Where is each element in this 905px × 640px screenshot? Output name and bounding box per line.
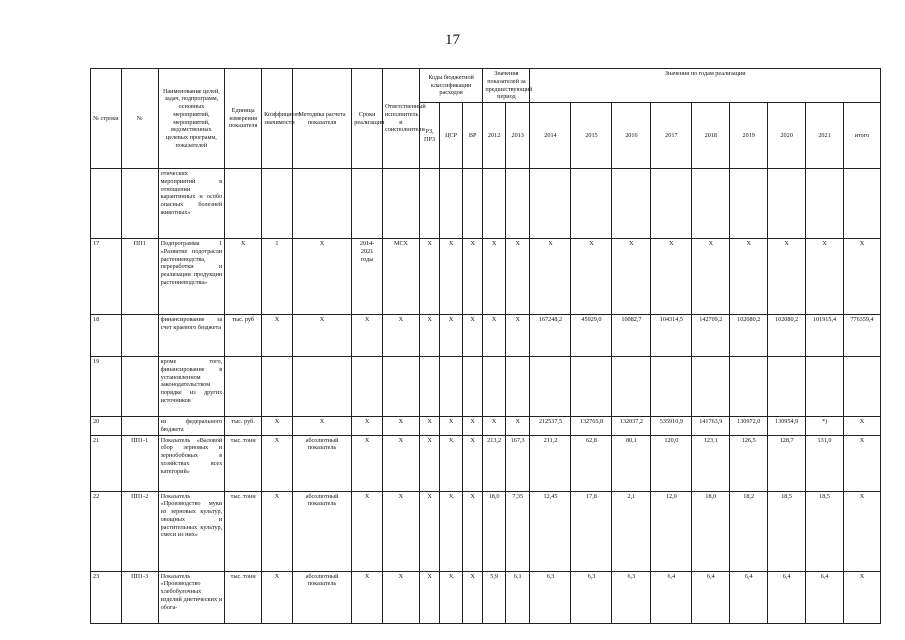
cell-method: X (292, 315, 351, 357)
cell-row: 21 (91, 435, 122, 491)
cell-year-value (768, 357, 806, 417)
cell-year-value: X (692, 239, 730, 315)
cell-year-value: 102080,2 (768, 315, 806, 357)
cell-year-value (651, 357, 692, 417)
cell-year-value (651, 169, 692, 239)
cell-resp: X (382, 315, 419, 357)
cell-vr: X (462, 435, 482, 491)
cell-method: X (292, 239, 351, 315)
cell-year-value: X (730, 239, 768, 315)
cell-csr: X (440, 571, 463, 623)
cell-resp: X (382, 435, 419, 491)
cell-year-value (571, 357, 612, 417)
header-method: Методика расчета показателя (292, 69, 351, 169)
cell-rz: X (419, 491, 439, 571)
cell-year-value: 12,45 (530, 491, 571, 571)
cell-coef (262, 357, 293, 417)
cell-year-value: 123,1 (692, 435, 730, 491)
table-row (91, 169, 881, 239)
header-year-2021: 2021 (806, 103, 844, 169)
cell-year-value (530, 357, 571, 417)
cell-year-value: 776359,4 (843, 315, 880, 357)
cell-year-value (692, 169, 730, 239)
header-total: итого (843, 103, 880, 169)
cell-p2013: X (505, 239, 530, 315)
cell-csr: X (440, 239, 463, 315)
cell-vr: X (462, 315, 482, 357)
cell-name: Показатель «Производство хлебобулочных изделий диетических и обога- (158, 571, 225, 623)
cell-resp: X (382, 491, 419, 571)
cell-year-value (530, 169, 571, 239)
cell-method: абсолютный показатель (292, 435, 351, 491)
cell-year-value: X (843, 239, 880, 315)
cell-year-value: X (530, 239, 571, 315)
cell-year-value (571, 169, 612, 239)
cell-year-value: X (651, 239, 692, 315)
cell-year-value: 104314,5 (651, 315, 692, 357)
table-row (91, 239, 881, 315)
cell-p2013: X (505, 417, 530, 436)
cell-year-value (843, 357, 880, 417)
cell-vr: X (462, 239, 482, 315)
cell-name: Показатель «Производство муки из зерновых культур, овощных и растительных культур, смеси из них» (158, 491, 225, 571)
cell-year-value: 130972,0 (730, 417, 768, 436)
header-years-title: Значения по годам реализации (530, 69, 881, 103)
cell-name: Показатель «Валовой сбор зерновых и зернобобовых в хозяйствах всех категорий» (158, 435, 225, 491)
cell-year-value: 2,1 (612, 491, 651, 571)
header-code-vr: ВР (462, 103, 482, 169)
cell-year-value: 141763,9 (692, 417, 730, 436)
cell-unit: тыс. тонн (225, 491, 262, 571)
cell-year-value: *) (806, 417, 844, 436)
cell-year-value: 45929,0 (571, 315, 612, 357)
cell-rz: X (419, 571, 439, 623)
cell-method: абсолютный показатель (292, 571, 351, 623)
header-unit: Единица измерения показателя (225, 69, 262, 169)
header-previous-period: Значения показателей за предшествующий период (483, 69, 530, 103)
cell-unit: тыс. руб. (225, 417, 262, 436)
cell-no: ПП1-2 (121, 491, 158, 571)
header-year-2020: 2020 (768, 103, 806, 169)
header-year-2019: 2019 (730, 103, 768, 169)
table-row (91, 435, 881, 491)
cell-name: отических мероприятий в отношении карантинных и особо опасных болезней животных» (158, 169, 225, 239)
cell-year-value: X (768, 239, 806, 315)
cell-method (292, 357, 351, 417)
cell-coef: 1 (262, 239, 293, 315)
cell-unit (225, 357, 262, 417)
cell-coef: X (262, 315, 293, 357)
cell-year-value: 6,4 (768, 571, 806, 623)
cell-year-value: X (843, 491, 880, 571)
cell-name: из федерального бюджета (158, 417, 225, 436)
cell-year-value: 18,2 (730, 491, 768, 571)
cell-year-value: X (843, 417, 880, 436)
cell-csr: X (440, 435, 463, 491)
cell-unit: тыс. тонн (225, 571, 262, 623)
cell-method: X (292, 417, 351, 436)
header-year-2016: 2016 (612, 103, 651, 169)
cell-period: X (352, 315, 383, 357)
header-responsible: Ответственный исполнитель и соисполнители (382, 69, 419, 169)
cell-period (352, 169, 383, 239)
cell-resp: X (382, 571, 419, 623)
cell-year-value: 142709,2 (692, 315, 730, 357)
cell-year-value: 6,4 (651, 571, 692, 623)
header-year-2014: 2014 (530, 103, 571, 169)
cell-no (121, 315, 158, 357)
cell-p2012: X (483, 239, 506, 315)
cell-p2013 (505, 357, 530, 417)
cell-p2013: 167,3 (505, 435, 530, 491)
header-year-2018: 2018 (692, 103, 730, 169)
cell-year-value: 102080,2 (730, 315, 768, 357)
cell-year-value: 130954,9 (768, 417, 806, 436)
cell-year-value: 120,0 (651, 435, 692, 491)
cell-period: X (352, 417, 383, 436)
cell-resp: X (382, 417, 419, 436)
cell-coef: X (262, 417, 293, 436)
cell-p2013 (505, 169, 530, 239)
cell-year-value: 17,8 (571, 491, 612, 571)
cell-year-value (730, 169, 768, 239)
cell-year-value: 126,5 (730, 435, 768, 491)
cell-coef: X (262, 571, 293, 623)
cell-year-value: 6,3 (571, 571, 612, 623)
cell-coef: X (262, 491, 293, 571)
table-row (91, 417, 881, 436)
cell-rz (419, 357, 439, 417)
cell-year-value (692, 357, 730, 417)
table-row (91, 315, 881, 357)
cell-year-value: 128,7 (768, 435, 806, 491)
header-budget-codes: Коды бюджетной классификации расходов (419, 69, 483, 103)
header-year-2017: 2017 (651, 103, 692, 169)
cell-year-value: 62,8 (571, 435, 612, 491)
cell-row: 19 (91, 357, 122, 417)
cell-year-value: X (806, 239, 844, 315)
cell-period: 2014-2021 годы (352, 239, 383, 315)
cell-row: 23 (91, 571, 122, 623)
cell-resp (382, 357, 419, 417)
header-row-no: № строки (91, 69, 122, 169)
cell-year-value (768, 169, 806, 239)
cell-vr (462, 357, 482, 417)
cell-csr (440, 169, 463, 239)
cell-year-value: 101915,4 (806, 315, 844, 357)
indicators-table (90, 68, 881, 624)
cell-csr (440, 357, 463, 417)
cell-name: кроме того, финансирование в установленном законодательством порядке из других источников (158, 357, 225, 417)
header-no: № (121, 69, 158, 169)
cell-csr: X (440, 417, 463, 436)
header-coef: Коэффициент значимости (262, 69, 293, 169)
cell-year-value: 18,0 (692, 491, 730, 571)
cell-year-value: 535910,9 (651, 417, 692, 436)
header-year-2013: 2013 (505, 103, 530, 169)
table-row (91, 357, 881, 417)
cell-rz: X (419, 417, 439, 436)
cell-unit (225, 169, 262, 239)
cell-year-value: 6,3 (612, 571, 651, 623)
cell-no: ПП1-1 (121, 435, 158, 491)
table-row (91, 491, 881, 571)
cell-year-value (806, 169, 844, 239)
cell-rz (419, 169, 439, 239)
cell-coef (262, 169, 293, 239)
cell-p2012: 5,9 (483, 571, 506, 623)
cell-year-value: X (571, 239, 612, 315)
page-number: 17 (445, 32, 460, 48)
cell-vr: X (462, 571, 482, 623)
cell-p2012: X (483, 417, 506, 436)
cell-year-value: 167248,2 (530, 315, 571, 357)
cell-resp (382, 169, 419, 239)
cell-csr: X (440, 491, 463, 571)
cell-p2013: 7,35 (505, 491, 530, 571)
cell-p2012 (483, 357, 506, 417)
cell-year-value: X (843, 435, 880, 491)
cell-year-value: 12,0 (651, 491, 692, 571)
cell-method: абсолютный показатель (292, 491, 351, 571)
cell-p2013: 6,1 (505, 571, 530, 623)
cell-p2012 (483, 169, 506, 239)
cell-no (121, 357, 158, 417)
header-name: Наименование целей, задач, подпрограмм, основных мероприятий, мероприятий, ведомственных целевых программ, показателей (158, 69, 225, 169)
cell-vr: X (462, 491, 482, 571)
cell-p2012: 18,0 (483, 491, 506, 571)
cell-year-value (730, 357, 768, 417)
cell-period: X (352, 491, 383, 571)
cell-csr: X (440, 315, 463, 357)
cell-p2013: X (505, 315, 530, 357)
header-code-csr: ЦСР (440, 103, 463, 169)
header-period: Сроки реализации (352, 69, 383, 169)
cell-no (121, 169, 158, 239)
cell-year-value: 6,4 (730, 571, 768, 623)
cell-rz: X (419, 315, 439, 357)
cell-row: 18 (91, 315, 122, 357)
cell-year-value: 6,3 (530, 571, 571, 623)
cell-year-value: 6,4 (692, 571, 730, 623)
cell-year-value (806, 357, 844, 417)
cell-year-value (612, 357, 651, 417)
cell-year-value: 18,5 (806, 491, 844, 571)
cell-p2012: X (483, 315, 506, 357)
cell-vr: X (462, 417, 482, 436)
cell-no: ПП1-3 (121, 571, 158, 623)
cell-rz: X (419, 239, 439, 315)
cell-name: финансирование за счет краевого бюджета (158, 315, 225, 357)
cell-method (292, 169, 351, 239)
cell-year-value: 18,5 (768, 491, 806, 571)
cell-row: 22 (91, 491, 122, 571)
cell-year-value: 80,1 (612, 435, 651, 491)
header-code-rz: РЗ, ПРЗ (419, 103, 439, 169)
cell-year-value (843, 169, 880, 239)
cell-row (91, 169, 122, 239)
cell-period: X (352, 571, 383, 623)
cell-year-value: 10082,7 (612, 315, 651, 357)
cell-unit: X (225, 239, 262, 315)
header-year-2012: 2012 (483, 103, 506, 169)
table-row (91, 571, 881, 623)
cell-unit: тыс. тонн (225, 435, 262, 491)
cell-year-value: 132037,2 (612, 417, 651, 436)
cell-coef: X (262, 435, 293, 491)
cell-name: Подпрограмма 1 «Развитие подотрасли растениеводства, переработки и реализации продукции растениеводства» (158, 239, 225, 315)
cell-year-value: 212537,5 (530, 417, 571, 436)
cell-resp: МСХ (382, 239, 419, 315)
cell-period: X (352, 435, 383, 491)
cell-rz: X (419, 435, 439, 491)
cell-period (352, 357, 383, 417)
cell-no (121, 417, 158, 436)
cell-row: 17 (91, 239, 122, 315)
cell-no: ПП1 (121, 239, 158, 315)
cell-year-value (612, 169, 651, 239)
cell-vr (462, 169, 482, 239)
cell-year-value: X (612, 239, 651, 315)
cell-year-value: 211,2 (530, 435, 571, 491)
cell-unit: тыс. руб (225, 315, 262, 357)
cell-year-value: 132765,8 (571, 417, 612, 436)
cell-year-value: 131,0 (806, 435, 844, 491)
cell-p2012: 213,2 (483, 435, 506, 491)
cell-row: 20 (91, 417, 122, 436)
cell-year-value: 6,4 (806, 571, 844, 623)
header-year-2015: 2015 (571, 103, 612, 169)
cell-year-value: X (843, 571, 880, 623)
